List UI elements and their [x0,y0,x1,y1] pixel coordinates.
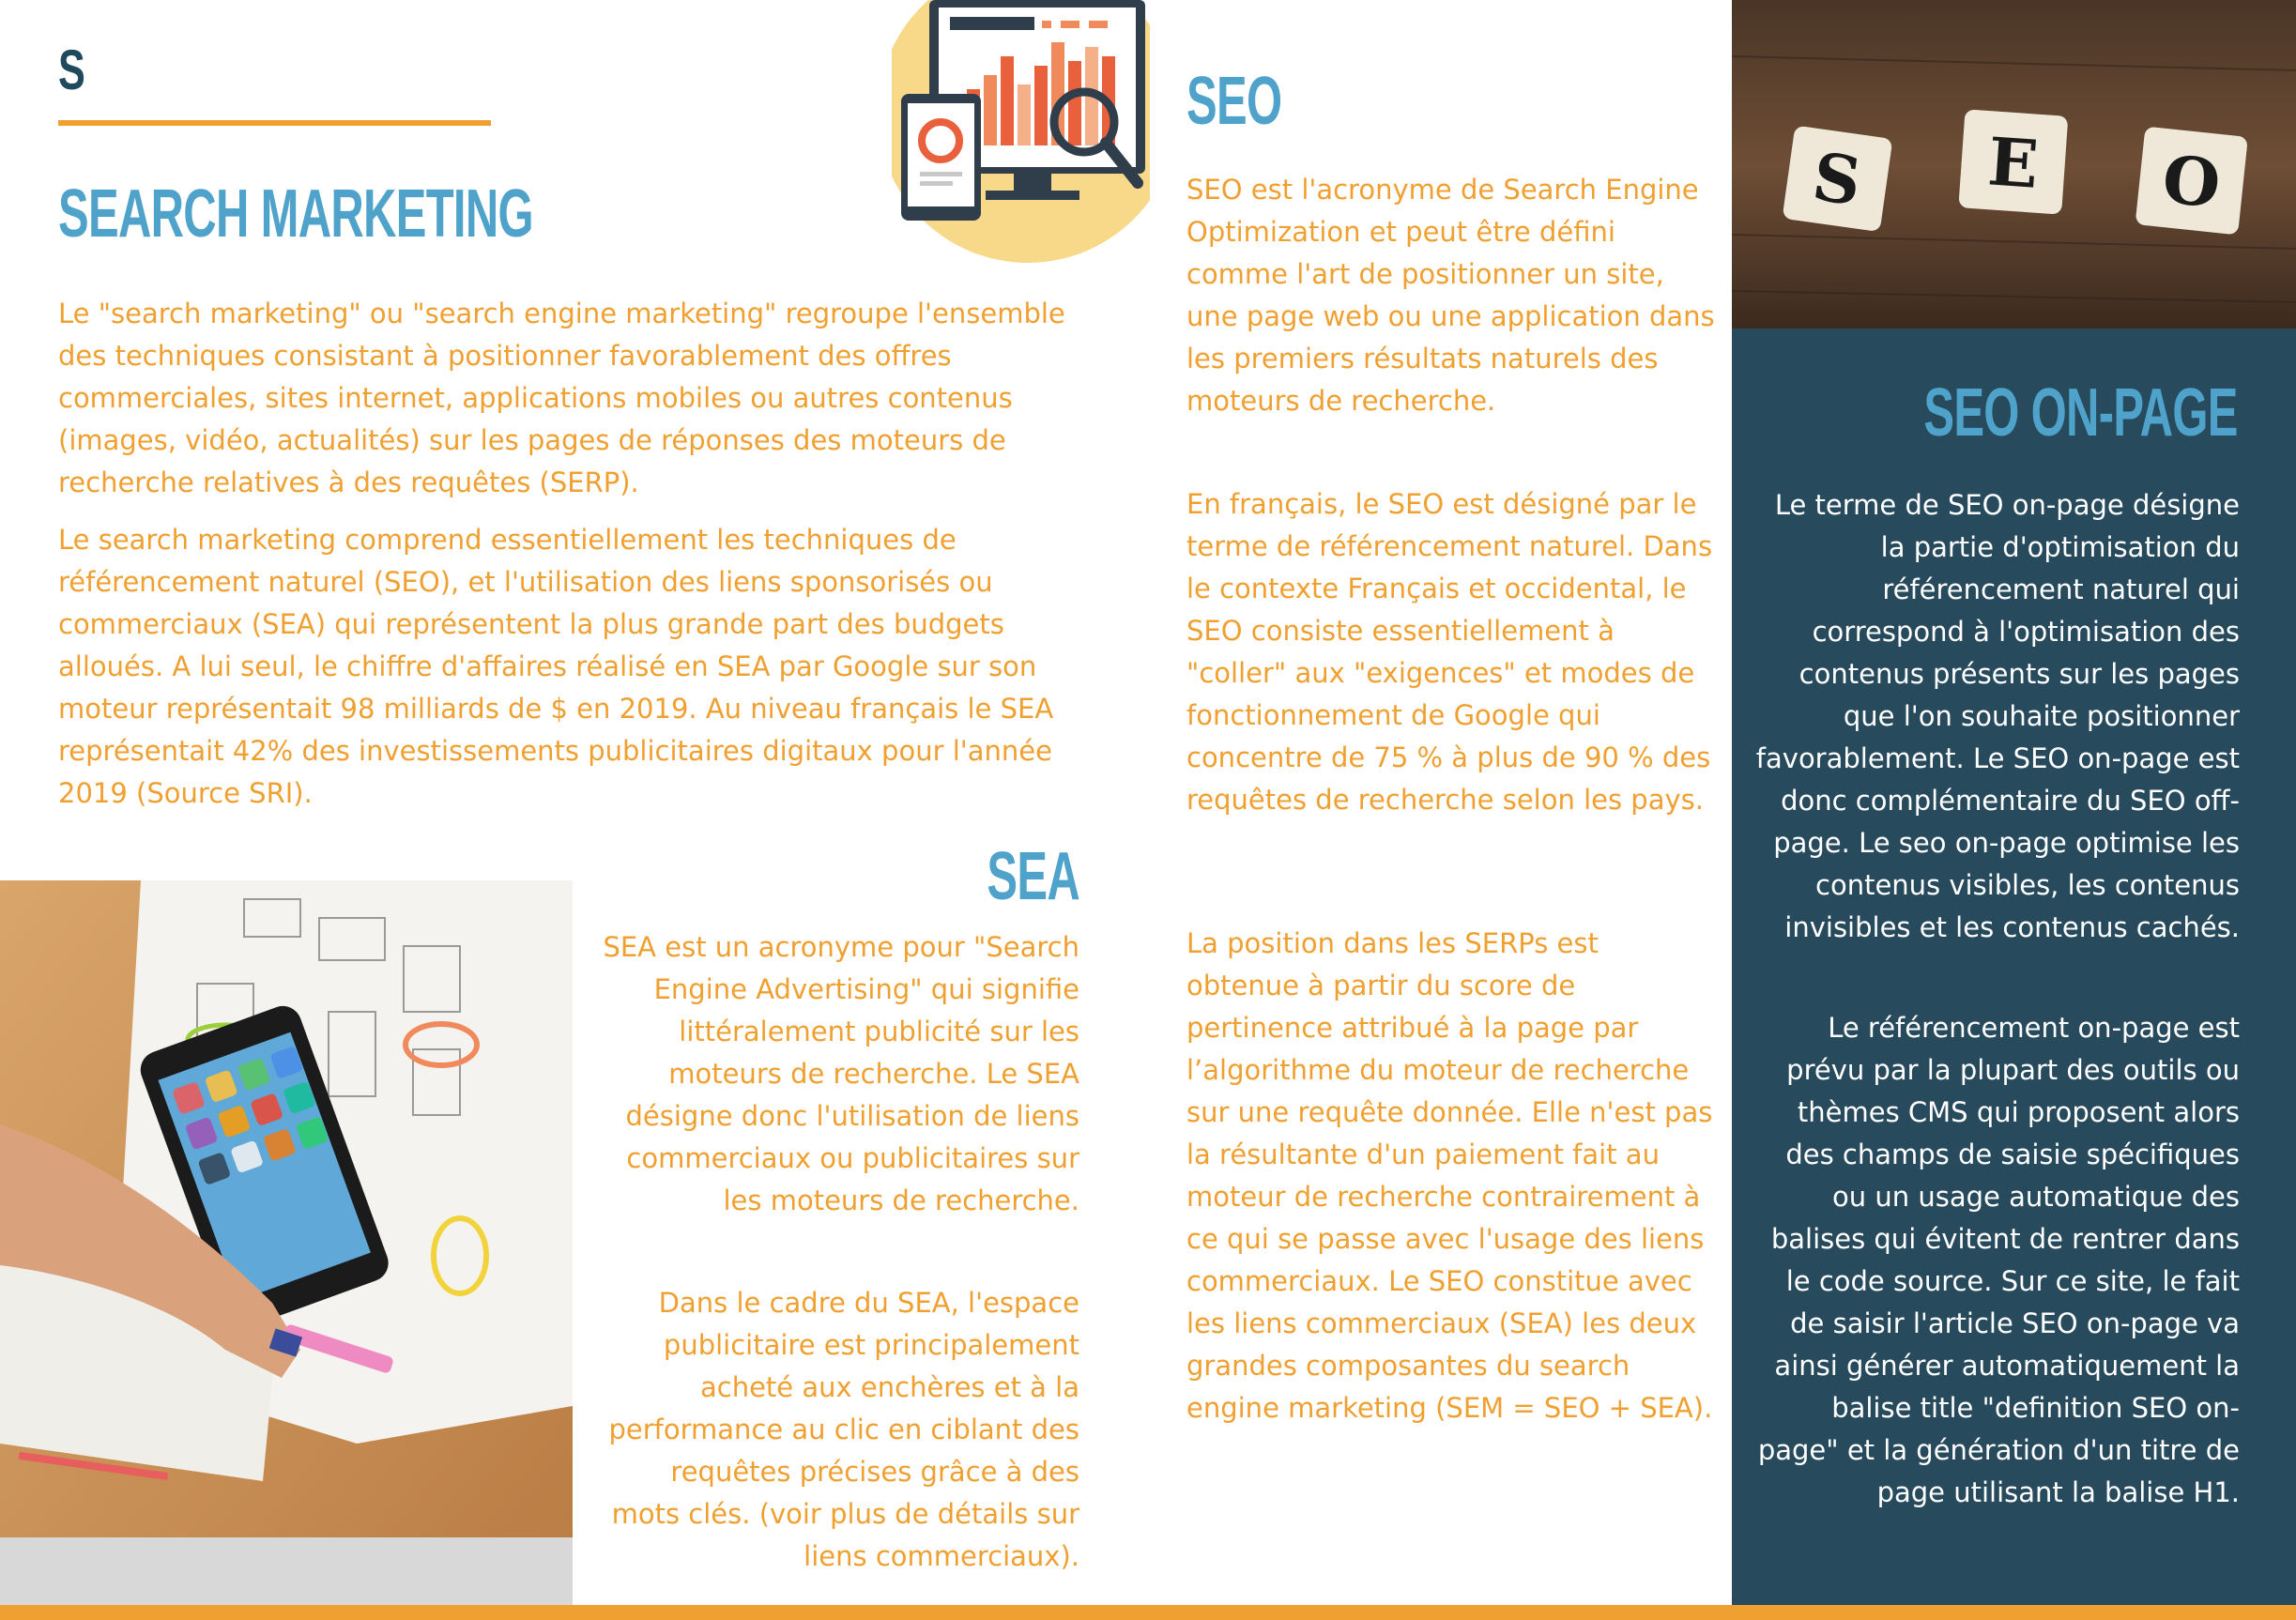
page-title: SEARCH MARKETING [58,176,533,252]
sea-heading: SEA [987,839,1079,914]
accent-rule [58,120,491,126]
seo-onpage-paragraph-1: Le terme de SEO on-page désigne la partie d'optimisation du référencement naturel qui correspond à l'optimisation des contenus présents sur les pages que l'on souhaite positionner favorablement. Le SEO on-page est donc complémentaire du SEO off-page. Le seo on-page optimise les contenus visibles, les contenus invisibles et les contenus cachés. [1755,489,2240,943]
seo-onpage-paragraph-2: Le référencement on-page est prévu par la plupart des outils ou thèmes CMS qui proposent alors des champs de saisie spécifiques ou un usage automatique des balises qui évitent de rentrer dans le code source. Sur ce site, le fait de saisir l'article SEO on-page va ainsi générer automatiquement la balise title "definition SEO on-page" et la génération d'un titre de page utilisant la balise H1. [1757,1012,2240,1508]
tile-s: S [1808,137,1866,222]
sea-paragraph-1: SEA est un acronyme pour "Search Engine Advertising" qui signifie littéralement publicité sur les moteurs de recherche. Le SEA désigne donc l'utilisation de liens commerciaux ou publicitaires sur les moteurs de recherche. [603,931,1079,1216]
seo-paragraph-1: SEO est l'acronyme de Search Engine Optimization et peut être défini comme l'art de positionner un site, une page web ou une application dans les premiers résultats naturels des moteurs de recherche. [1186,174,1715,417]
desk-photo [0,880,573,1605]
analytics-illustration [892,0,1150,263]
intro-paragraph-2: Le search marketing comprend essentiellement les techniques de référencement naturel (SEO), et l'utilisation des liens sponsorisés ou commerciaux (SEA) qui représentent la plus grande part des budgets alloués. A lui seul, le chiffre d'affaires réalisé en SEA par Google sur son moteur représentait 98 milliards de $ en 2019. Au niveau français le SEA représentait 42% des investissements publicitaires digitaux pour l'année 2019 (Source SRI). [58,524,1054,809]
seo-tiles-photo [1732,0,2296,329]
tile-e: E [1985,122,2042,204]
seo-heading: SEO [1186,64,1282,139]
seo-paragraph-2: En français, le SEO est désigné par le terme de référencement naturel. Dans le contexte Français et occidental, le SEO consiste essentiellement à "coller" aux "exigences" et modes de fonctionnement de Google qui concentre de 75 % à plus de 90 % des requêtes de recherche selon les pays. [1186,488,1713,816]
bottom-accent-bar [0,1605,2296,1620]
seo-paragraph-3: La position dans les SERPs est obtenue à partir du score de pertinence attribué à la page par l’algorithme du moteur de recherche sur une requête donnée. Elle n'est pas la résultante d'un paiement fait au moteur de recherche contrairement à ce qui se passe avec l'usage des liens commerciaux. Le SEO constitue avec les liens commerciaux (SEA) les deux grandes composantes du search engine marketing (SEM = SEO + SEA). [1186,927,1713,1424]
sea-paragraph-2: Dans le cadre du SEA, l'espace publicitaire est principalement acheté aux enchères et à la performance au clic en ciblant des requêtes précises grâce à des mots clés. (voir plus de détails sur liens commerciaux). [608,1287,1079,1572]
tile-o: O [2158,140,2225,223]
section-letter: S [58,38,85,101]
intro-paragraph-1: Le "search marketing" ou "search engine marketing" regroupe l'ensemble des techniques consistant à positionner favorablement des offres commerciales, sites internet, applications mobiles ou autres contenus (images, vidéo, actualités) sur les pages de réponses des moteurs de recherche relatives à des requêtes (SERP). [58,298,1065,498]
seo-onpage-heading: SEO ON-PAGE [1923,375,2238,451]
